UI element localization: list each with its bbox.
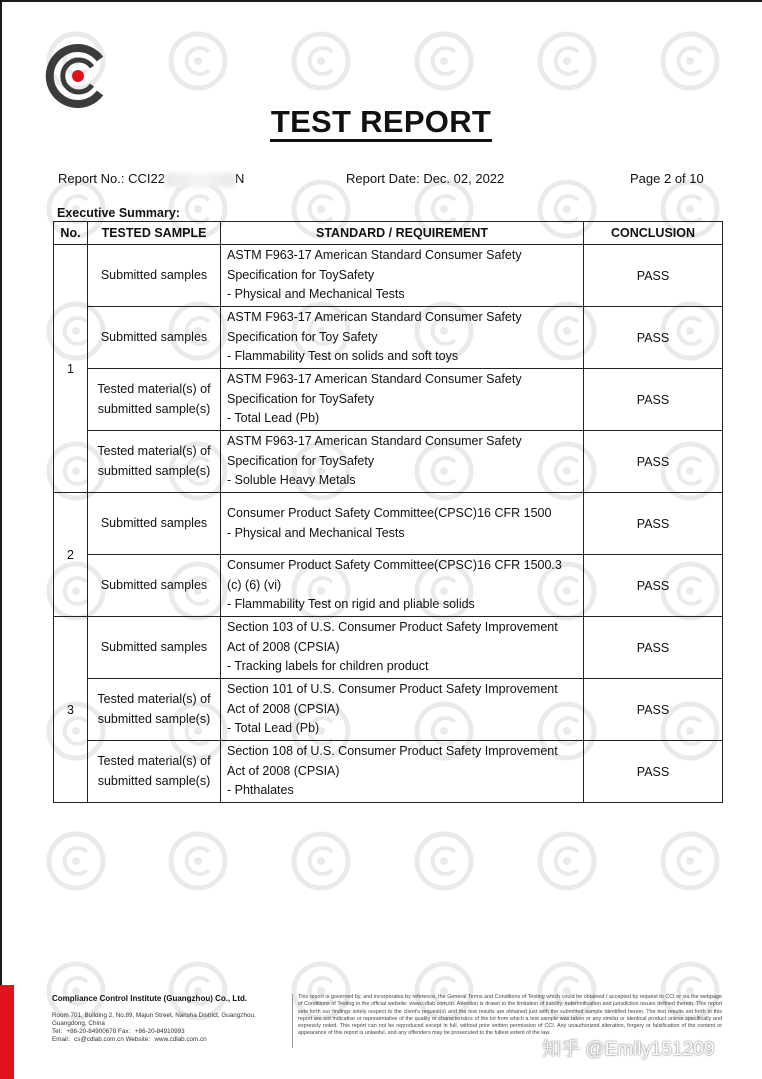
footer-address — [52, 1012, 256, 1044]
conclusion-cell: PASS — [584, 245, 723, 307]
standard-line: Section 103 of U.S. Consumer Product Safety Improvement — [227, 620, 558, 635]
tested-sample-cell — [88, 431, 221, 493]
standard-line: Consumer Product Safety Committee(CPSC)16 CFR 1500.3 — [227, 558, 562, 573]
tested-sample-cell — [88, 493, 221, 555]
table-row — [54, 679, 723, 741]
standard-line: Specification for ToySafety — [227, 267, 375, 282]
sample-line: Tested material(s) of — [97, 382, 211, 396]
table-row — [54, 555, 723, 617]
watermark-logo-icon — [413, 830, 475, 892]
table-header-row — [54, 222, 723, 245]
standard-line: - Phthalates — [227, 783, 294, 798]
standard-line: - Physical and Mechanical Tests — [227, 287, 405, 302]
tested-sample-cell — [88, 245, 221, 307]
table-row — [54, 493, 723, 555]
footer-contact-line: Tel：+86-20-84900678 Fax：+86-20-84910993 — [52, 1028, 185, 1035]
tested-sample-cell — [88, 555, 221, 617]
watermark-logo-icon — [167, 30, 229, 92]
footer-address-line: Guangdong, China — [52, 1020, 105, 1027]
standard-line: - Total Lead (Pb) — [227, 411, 320, 426]
standard-cell — [221, 307, 584, 369]
sample-line: submitted sample(s) — [97, 463, 211, 478]
report-date: Report Date: Dec. 02, 2022 — [346, 171, 505, 186]
page-number: Page 2 of 10 — [630, 171, 704, 186]
watermark-logo-icon — [167, 830, 229, 892]
standard-cell — [221, 431, 584, 493]
summary-table — [53, 221, 723, 803]
tested-sample-cell — [88, 617, 221, 679]
group-number: 1 — [54, 245, 88, 493]
conclusion-cell: PASS — [584, 369, 723, 431]
standard-line: (c) (6) (vi) — [227, 577, 282, 592]
sample-line: submitted sample(s) — [97, 773, 211, 788]
standard-line: ASTM F963-17 American Standard Consumer Safety — [227, 310, 522, 325]
standard-line: ASTM F963-17 American Standard Consumer Safety — [227, 434, 522, 449]
watermark-logo-icon — [45, 830, 107, 892]
standard-line: Specification for ToySafety — [227, 453, 375, 468]
table-row — [54, 369, 723, 431]
standard-line: Specification for ToySafety — [227, 391, 375, 406]
tested-sample-cell — [88, 369, 221, 431]
footer-contact-line: Email：cs@cdlab.com.cn Website：www.cdlab.com.cn — [52, 1036, 207, 1043]
sample-line: Tested material(s) of — [97, 754, 211, 768]
table-row — [54, 741, 723, 803]
sample-line: Submitted samples — [100, 267, 208, 282]
footer-address-line: Room 701, Building 2, No.89, Majun Street, Nansha District, Guangzhou, — [52, 1012, 256, 1019]
standard-cell — [221, 245, 584, 307]
standard-cell — [221, 617, 584, 679]
standard-line: Act of 2008 (CPSIA) — [227, 639, 340, 654]
watermark-logo-icon — [290, 30, 352, 92]
sample-line: submitted sample(s) — [97, 711, 211, 726]
page-title: TEST REPORT — [0, 104, 762, 140]
sample-line: Submitted samples — [100, 329, 208, 344]
watermark-logo-icon — [290, 830, 352, 892]
col-header-sample: TESTED SAMPLE — [88, 222, 221, 245]
table-row — [54, 617, 723, 679]
standard-line: Section 101 of U.S. Consumer Product Safety Improvement — [227, 682, 558, 697]
standard-line: Consumer Product Safety Committee(CPSC)16 CFR 1500 — [227, 506, 552, 520]
executive-summary-label: Executive Summary: — [57, 206, 180, 220]
conclusion-cell: PASS — [584, 431, 723, 493]
group-number: 3 — [54, 617, 88, 803]
col-header-no: No. — [54, 222, 88, 245]
zhihu-watermark: 知乎 @Emily151209 — [542, 1039, 715, 1060]
tested-sample-cell — [88, 307, 221, 369]
standard-cell — [221, 679, 584, 741]
sample-line: Tested material(s) of — [97, 444, 211, 458]
conclusion-cell: PASS — [584, 307, 723, 369]
sample-line: Submitted samples — [100, 515, 208, 530]
watermark-logo-icon — [536, 30, 598, 92]
standard-line: - Tracking labels for children product — [227, 659, 429, 674]
watermark-logo-icon — [659, 30, 721, 92]
tested-sample-cell — [88, 679, 221, 741]
footer-legal-notice: This report is governed by, and incorporates by reference, the General Terms and Conditions of Testing which could be obtained / accepted by request to CCI or via the webpage of Conditions of Testing in the official website: www.cdlab.com.cn. Attention is drawn to the limitation of liability, indemnification and jurisdiction issues defined therein. This report sets forth our findings solely respect to the client's request(s) and the test results are obtained just with the submitted sample identified herein. The test results set forth in this report are not indicative or representative of the quality or characteristics of the lot from which a test sample was taken or any similar or identical product unless specifically and expressly noted. This report can not be reproduced except in full, without prior written permission of CCI. Any unauthorized alteration, forgery or falsification of the content or appearance of this report is unlawful, and any offenders may be prosecuted to the fullest extent of the law. — [292, 994, 722, 1048]
standard-cell — [221, 741, 584, 803]
table-row — [54, 307, 723, 369]
page-left-edge — [0, 0, 2, 1079]
brand-red-bar — [0, 985, 14, 1079]
col-header-conclusion: CONCLUSION — [584, 222, 723, 245]
tested-sample-cell — [88, 741, 221, 803]
footer-company: Compliance Control Institute (Guangzhou) Co., Ltd. — [52, 994, 248, 1003]
conclusion-cell: PASS — [584, 493, 723, 555]
table-row — [54, 431, 723, 493]
standard-line: - Physical and Mechanical Tests — [227, 525, 405, 540]
sample-line: Submitted samples — [100, 639, 208, 654]
conclusion-cell: PASS — [584, 741, 723, 803]
standard-line: - Flammability Test on rigid and pliable solids — [227, 597, 475, 612]
conclusion-cell: PASS — [584, 555, 723, 617]
watermark-logo-icon — [413, 30, 475, 92]
standard-line: Section 108 of U.S. Consumer Product Safety Improvement — [227, 744, 558, 759]
page-top-edge — [0, 0, 762, 2]
standard-line: - Soluble Heavy Metals — [227, 473, 356, 488]
redacted-region — [165, 173, 235, 187]
sample-line: Submitted samples — [100, 577, 208, 592]
standard-line: Act of 2008 (CPSIA) — [227, 763, 340, 778]
company-logo-icon — [44, 41, 112, 111]
standard-line: - Flammability Test on solids and soft toys — [227, 349, 459, 364]
group-number: 2 — [54, 493, 88, 617]
watermark-logo-icon — [536, 830, 598, 892]
conclusion-cell: PASS — [584, 617, 723, 679]
standard-line: ASTM F963-17 American Standard Consumer Safety — [227, 248, 522, 263]
standard-cell — [221, 555, 584, 617]
col-header-standard: STANDARD / REQUIREMENT — [221, 222, 584, 245]
table-row — [54, 245, 723, 307]
standard-line: - Total Lead (Pb) — [227, 721, 320, 736]
report-number: Report No.: CCI22 N — [58, 171, 245, 186]
conclusion-cell: PASS — [584, 679, 723, 741]
standard-cell — [221, 493, 584, 555]
standard-line: ASTM F963-17 American Standard Consumer Safety — [227, 372, 522, 387]
standard-cell — [221, 369, 584, 431]
standard-line: Act of 2008 (CPSIA) — [227, 701, 340, 716]
sample-line: submitted sample(s) — [97, 401, 211, 416]
watermark-logo-icon — [659, 830, 721, 892]
standard-line: Specification for Toy Safety — [227, 329, 378, 344]
sample-line: Tested material(s) of — [97, 692, 211, 706]
